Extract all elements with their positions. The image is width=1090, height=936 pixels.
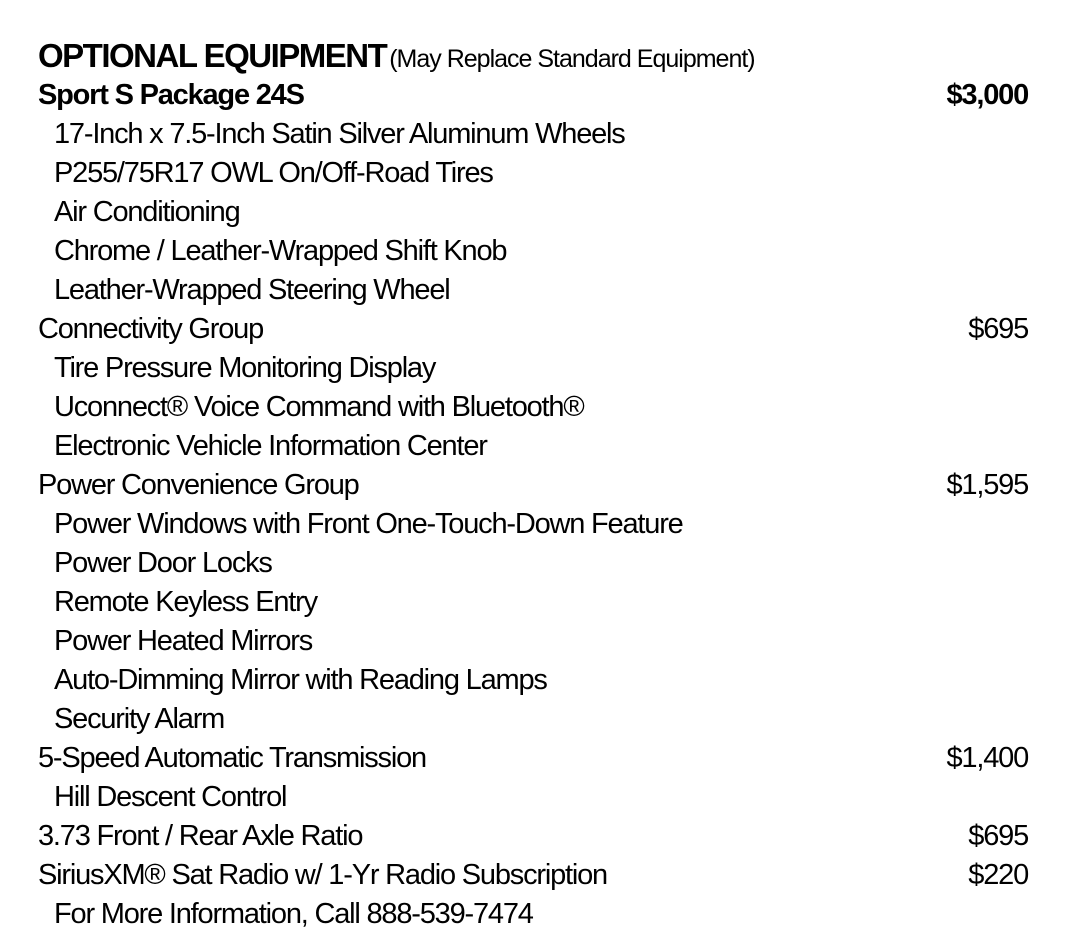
equipment-row xyxy=(38,115,1028,154)
equipment-label: Power Heated Mirrors xyxy=(54,625,313,657)
equipment-price: $1,400 xyxy=(946,742,1028,774)
equipment-label: Auto-Dimming Mirror with Reading Lamps xyxy=(54,664,547,696)
equipment-label: Remote Keyless Entry xyxy=(54,586,317,618)
equipment-price: $695 xyxy=(968,313,1028,345)
equipment-label: Hill Descent Control xyxy=(54,781,287,813)
equipment-label: Power Convenience Group xyxy=(38,469,359,501)
equipment-label: Tire Pressure Monitoring Display xyxy=(54,352,436,384)
equipment-price: $695 xyxy=(968,820,1028,852)
equipment-row xyxy=(38,349,1028,388)
equipment-row xyxy=(38,661,1028,700)
equipment-row xyxy=(38,778,1028,817)
equipment-row xyxy=(38,388,1028,427)
equipment-price: $3,000 xyxy=(946,79,1028,111)
equipment-row xyxy=(38,427,1028,466)
equipment-row xyxy=(38,856,1028,895)
equipment-label: 17-Inch x 7.5-Inch Satin Silver Aluminum Wheels xyxy=(54,118,625,150)
equipment-row xyxy=(38,739,1028,778)
equipment-label: SiriusXM® Sat Radio w/ 1-Yr Radio Subscription xyxy=(38,859,607,891)
equipment-price: $1,595 xyxy=(946,469,1028,501)
equipment-label: Electronic Vehicle Information Center xyxy=(54,430,487,462)
equipment-label: 5-Speed Automatic Transmission xyxy=(38,742,426,774)
section-title: OPTIONAL EQUIPMENT xyxy=(38,37,387,74)
section-heading xyxy=(38,36,1028,76)
equipment-label: Uconnect® Voice Command with Bluetooth® xyxy=(54,391,584,423)
equipment-row xyxy=(38,817,1028,856)
equipment-row xyxy=(38,466,1028,505)
equipment-label: Chrome / Leather-Wrapped Shift Knob xyxy=(54,235,507,267)
equipment-row xyxy=(38,895,1028,934)
equipment-row xyxy=(38,76,1028,115)
equipment-price: $220 xyxy=(968,859,1028,891)
equipment-label: Security Alarm xyxy=(54,703,225,735)
equipment-row xyxy=(38,310,1028,349)
equipment-label: Power Windows with Front One-Touch-Down Feature xyxy=(54,508,683,540)
equipment-label: Leather-Wrapped Steering Wheel xyxy=(54,274,450,306)
equipment-row xyxy=(38,193,1028,232)
equipment-label: P255/75R17 OWL On/Off-Road Tires xyxy=(54,157,493,189)
equipment-row xyxy=(38,505,1028,544)
equipment-row xyxy=(38,700,1028,739)
optional-equipment-sheet xyxy=(38,36,1028,934)
equipment-row xyxy=(38,232,1028,271)
section-subtitle: (May Replace Standard Equipment) xyxy=(389,45,755,73)
equipment-label: For More Information, Call 888-539-7474 xyxy=(54,898,533,930)
equipment-row xyxy=(38,544,1028,583)
equipment-label: Sport S Package 24S xyxy=(38,79,304,111)
equipment-label: Power Door Locks xyxy=(54,547,272,579)
equipment-row xyxy=(38,622,1028,661)
equipment-label: Connectivity Group xyxy=(38,313,264,345)
equipment-row xyxy=(38,154,1028,193)
equipment-label: Air Conditioning xyxy=(54,196,240,228)
equipment-row xyxy=(38,271,1028,310)
equipment-label: 3.73 Front / Rear Axle Ratio xyxy=(38,820,363,852)
equipment-row xyxy=(38,583,1028,622)
